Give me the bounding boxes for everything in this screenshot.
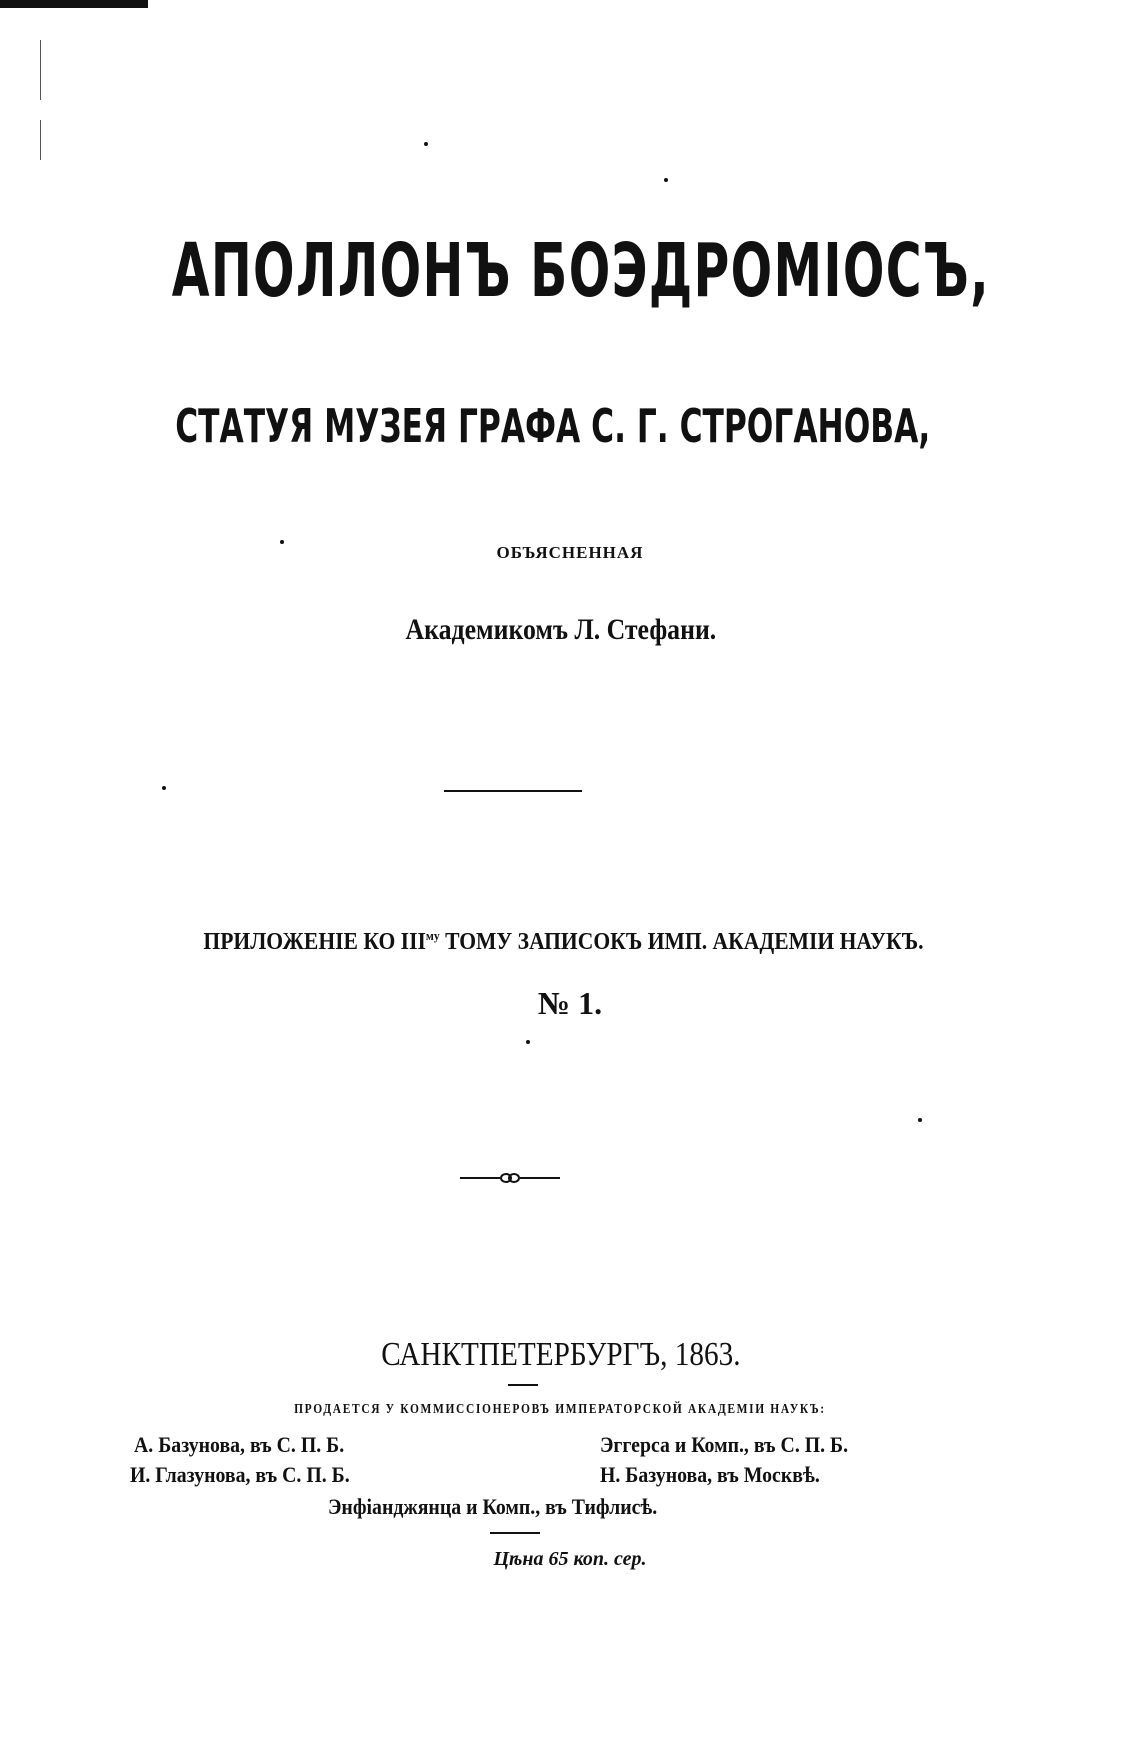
ornament-divider: [460, 1172, 560, 1184]
scan-speck: [664, 178, 668, 182]
seller-entry: А. Базунова, въ С. П. Б.: [134, 1432, 345, 1457]
scan-edge-mark: [0, 0, 148, 8]
scan-speck: [280, 540, 284, 544]
book-subtitle: СТАТУЯ МУЗЕЯ ГРАФА С. Г. СТРОГАНОВА,: [175, 399, 931, 453]
seller-entry: Энфiанджянца и Комп., въ Тифлисѣ.: [328, 1494, 658, 1519]
seller-entry: Эггерса и Комп., въ С. П. Б.: [600, 1432, 849, 1457]
margin-mark: [40, 120, 41, 160]
appendix-text-start: ПРИЛОЖЕНIЕ КО III: [203, 929, 426, 955]
divider-rule: [444, 790, 582, 792]
price-line: Цѣна 65 коп. сер.: [493, 1548, 647, 1570]
margin-mark: [40, 40, 41, 100]
sellers-heading: ПРОДАЕТСЯ У КОММИССIОНЕРОВЪ ИМПЕРАТОРСКОЙ АКАДЕМIИ НАУКЪ:: [294, 1402, 826, 1417]
scan-speck: [424, 142, 428, 146]
seller-entry: Н. Базунова, въ Москвѣ.: [600, 1462, 820, 1487]
city-year: САНКТПЕТЕРБУРГЪ, 1863.: [381, 1336, 741, 1373]
short-rule: [508, 1384, 538, 1386]
author-line: Академикомъ Л. Стефани.: [405, 613, 717, 646]
explained-label: ОБЪЯСНЕННАЯ: [496, 543, 644, 562]
seller-entry: И. Глазунова, въ С. П. Б.: [130, 1462, 350, 1487]
appendix-line: [51, 928, 1077, 956]
short-rule: [490, 1532, 540, 1534]
appendix-superscript: му: [425, 928, 440, 943]
appendix-text-end: ТОМУ ЗАПИСОКЪ ИМП. АКАДЕМIИ НАУКЪ.: [439, 929, 924, 955]
scan-speck: [526, 1040, 530, 1044]
scan-speck: [162, 786, 166, 790]
issue-number: № 1.: [537, 985, 603, 1021]
book-title: АПОЛЛОНЪ БОЭДРОМIОСЪ,: [171, 228, 990, 314]
scan-speck: [918, 1118, 922, 1122]
